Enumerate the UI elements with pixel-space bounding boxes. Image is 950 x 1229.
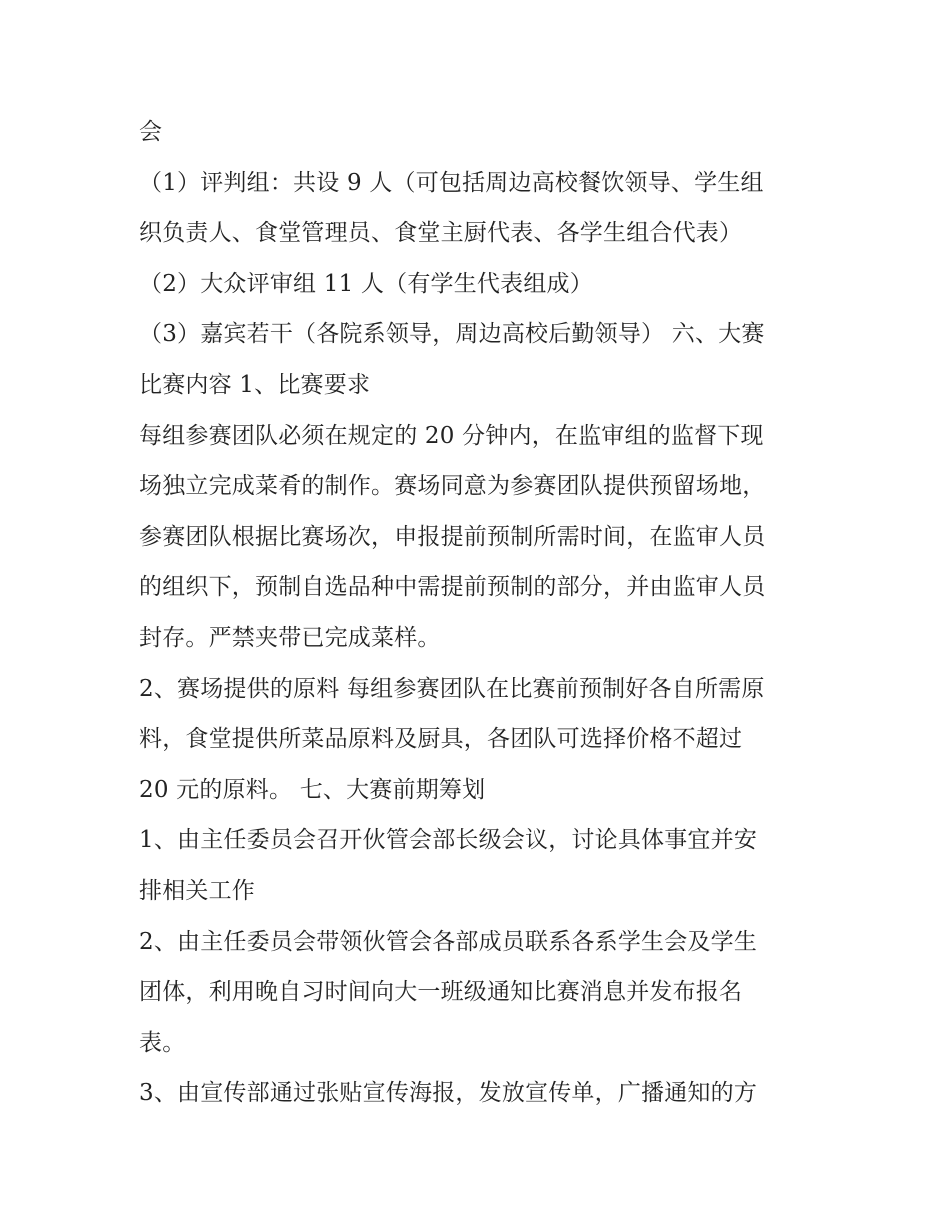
- text-line: 封存。严禁夹带已完成菜样。: [139, 624, 441, 651]
- text-line: 的组织下，预制自选品种中需提前预制的部分，并由监审人员: [139, 574, 766, 601]
- text-line: 每组参赛团队必须在规定的 20 分钟内，在监审组的监督下现: [139, 422, 764, 449]
- text-line: 20 元的原料。 七、大赛前期筹划: [139, 776, 486, 803]
- text-line: 比赛内容 1、比赛要求: [139, 371, 371, 398]
- document-body: [139, 107, 839, 1119]
- text-line: 2、由主任委员会带领伙管会各部成员联系各系学生会及学生: [139, 928, 758, 955]
- text-line: （2）大众评审组 11 人（有学生代表组成）: [139, 270, 593, 297]
- text-line: 会: [139, 119, 163, 145]
- text-line: 1、由主任委员会召开伙管会部长级会议，讨论具体事宜并安: [139, 827, 758, 854]
- text-line: 参赛团队根据比赛场次，申报提前预制所需时间，在监审人员: [139, 523, 766, 550]
- text-line: （3）嘉宾若干（各院系领导，周边高校后勤领导） 六、大赛: [139, 321, 765, 348]
- text-line: 2、赛场提供的原料 每组参赛团队在比赛前预制好各自所需原: [139, 675, 765, 702]
- text-line: 织负责人、食堂管理员、食堂主厨代表、各学生组合代表）: [139, 220, 743, 247]
- text-line: 场独立完成菜肴的制作。赛场同意为参赛团队提供预留场地，: [139, 473, 766, 500]
- text-line: （1）评判组：共设 9 人（可包括周边高校餐饮领导、学生组: [139, 169, 764, 196]
- text-line: 表。: [139, 1029, 186, 1056]
- text-line: 3、由宣传部通过张贴宣传海报，发放宣传单，广播通知的方: [139, 1080, 758, 1107]
- text-line: 料，食堂提供所菜品原料及厨具，各团队可选择价格不超过: [139, 726, 743, 753]
- text-line: 排相关工作: [139, 877, 255, 904]
- text-line: 团体，利用晚自习时间向大一班级通知比赛消息并发布报名: [139, 979, 743, 1006]
